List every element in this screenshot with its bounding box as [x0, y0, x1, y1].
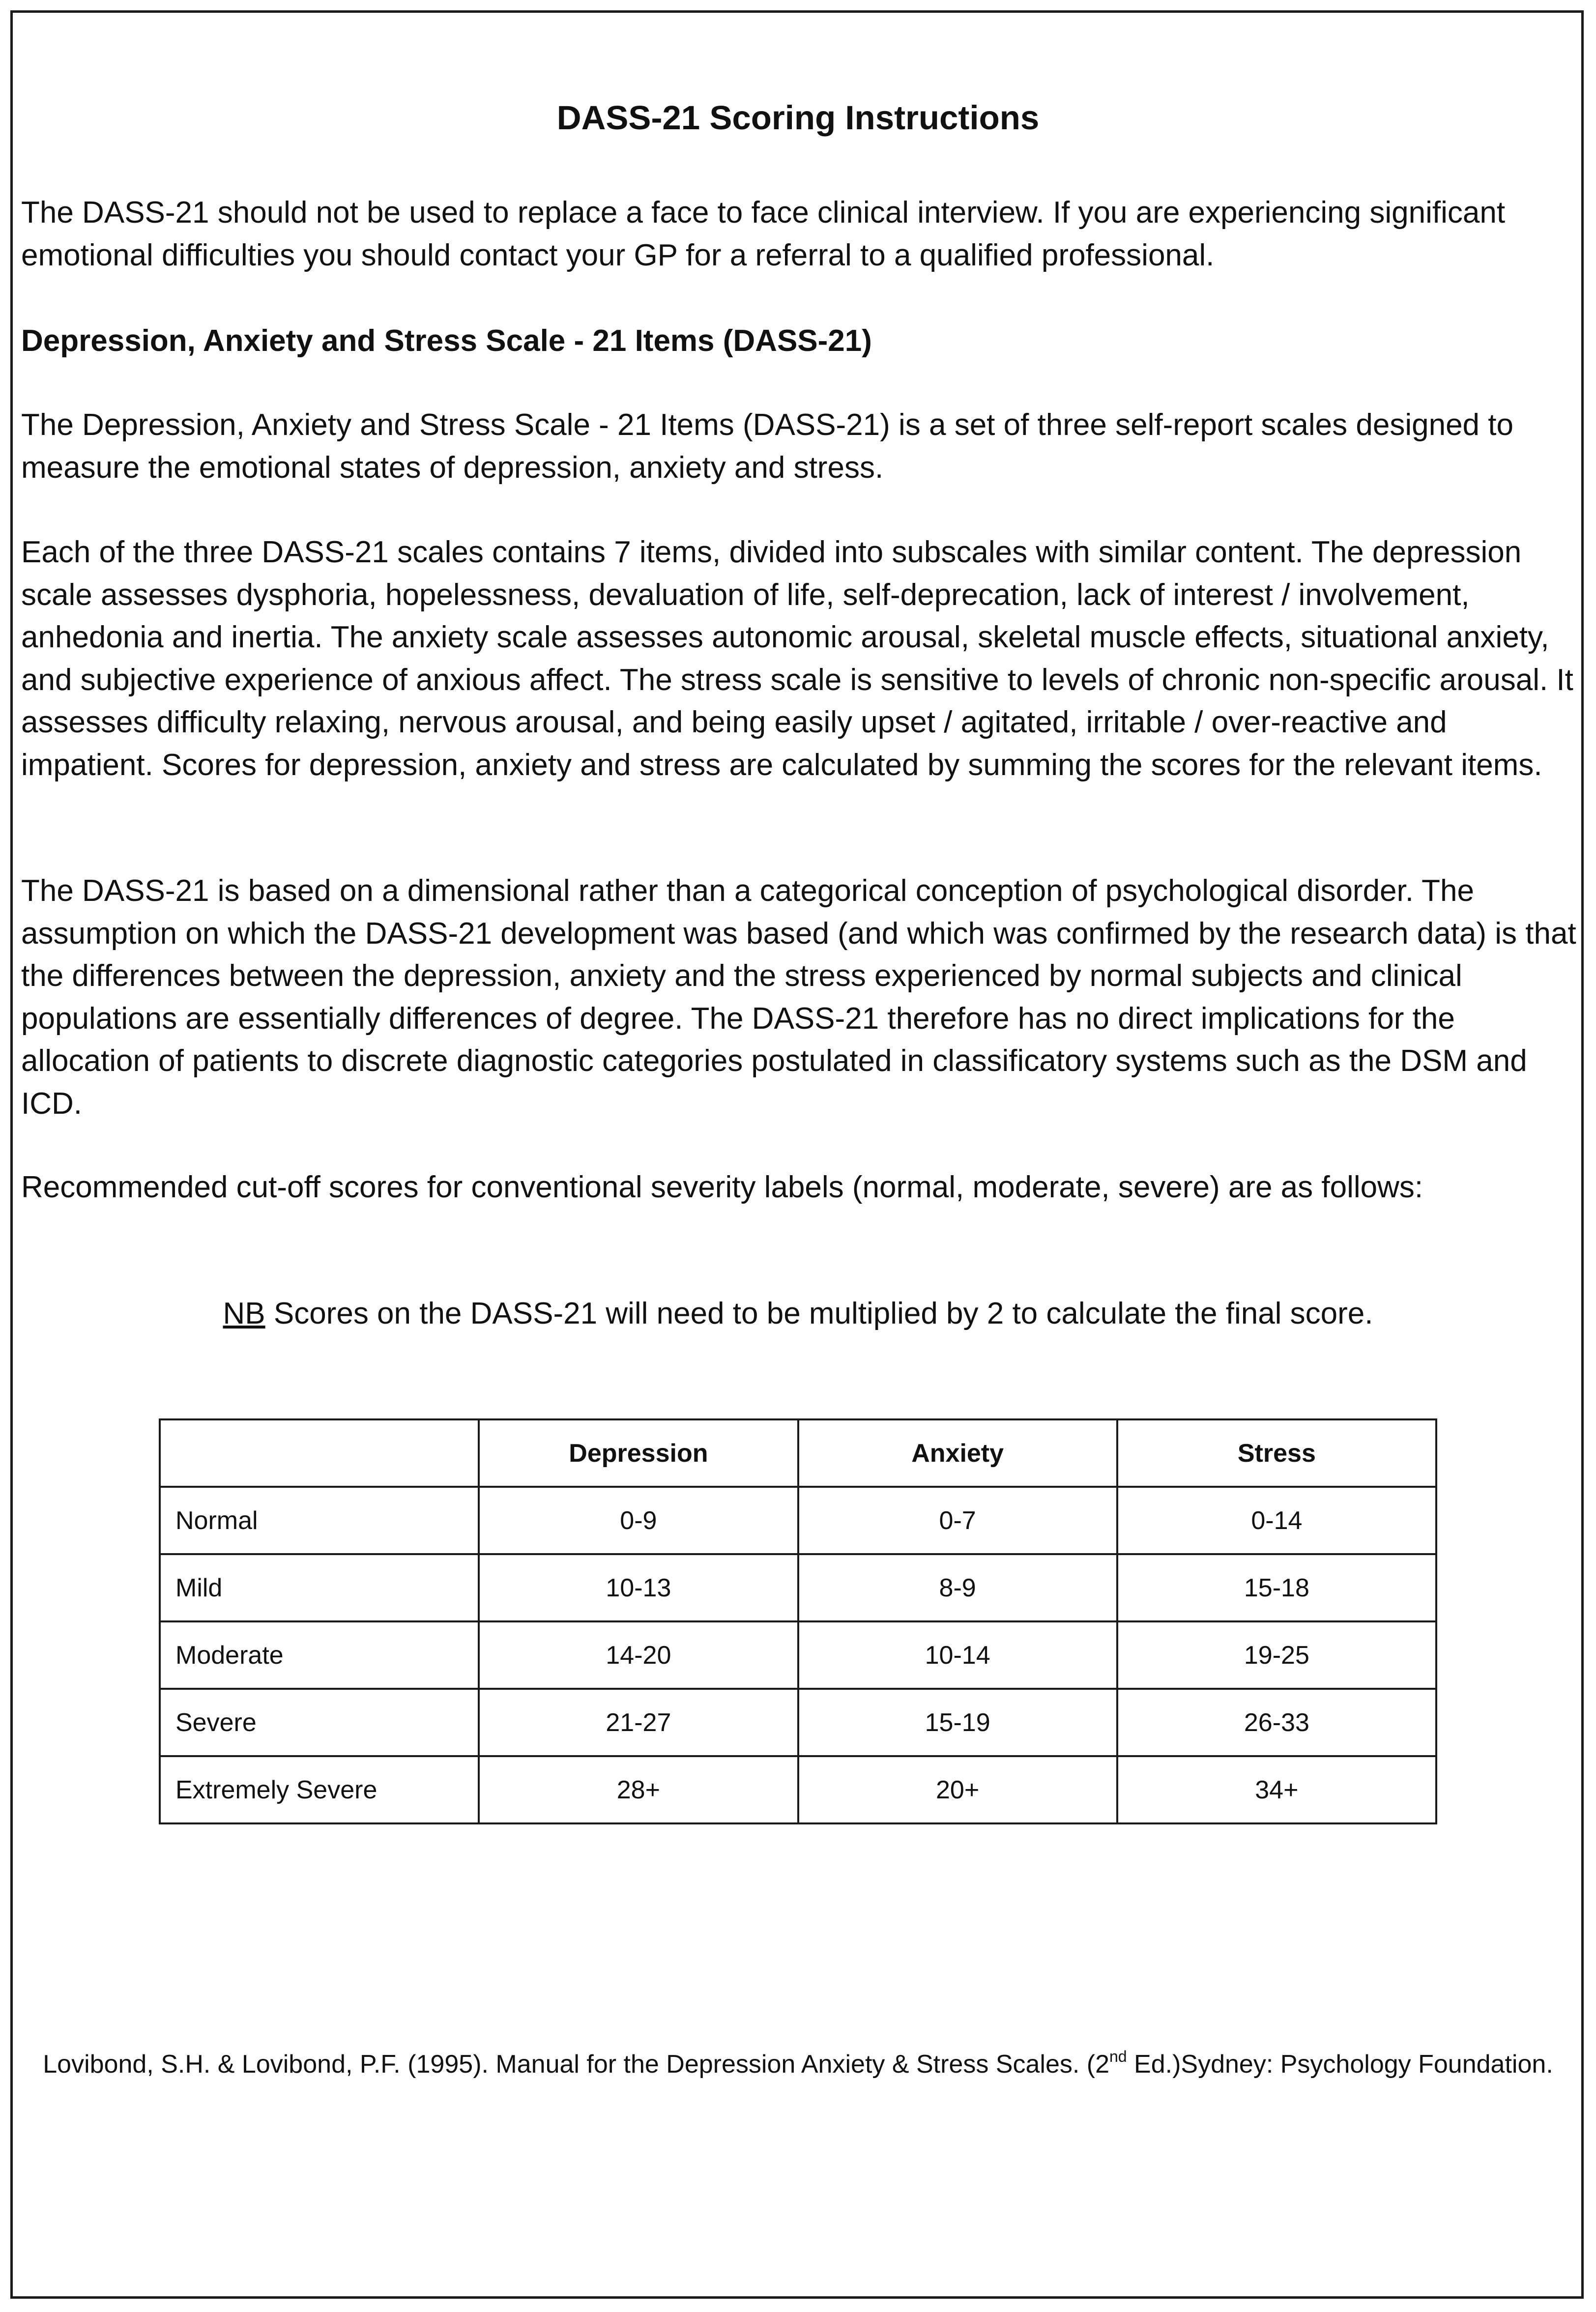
section-heading: Depression, Anxiety and Stress Scale - 21 Items (DASS-21) [21, 324, 872, 358]
intro-paragraph: The DASS-21 should not be used to replace a face to face clinical interview. If you are experiencing significant emotional difficulties you should contact your GP for a referral to a qualified professional. [21, 196, 1506, 272]
row-label: Moderate [160, 1621, 479, 1689]
page-title: DASS-21 Scoring Instructions [556, 99, 1040, 137]
table-row [160, 1487, 1436, 1554]
cutoff-intro-paragraph: Recommended cut-off scores for conventional severity labels (normal, moderate, severe) are as follows: [21, 1170, 1423, 1204]
depression-cell: 0-9 [479, 1487, 798, 1554]
anxiety-cell: 8-9 [798, 1554, 1117, 1621]
table-row [160, 1554, 1436, 1621]
table-row [160, 1756, 1436, 1823]
table-row [160, 1689, 1436, 1756]
table-header-stress: Stress [1117, 1419, 1436, 1487]
depression-cell: 28+ [479, 1756, 798, 1823]
stress-cell: 26-33 [1117, 1689, 1436, 1756]
depression-cell: 21-27 [479, 1689, 798, 1756]
anxiety-cell: 15-19 [798, 1689, 1117, 1756]
depression-cell: 14-20 [479, 1621, 798, 1689]
row-label: Extremely Severe [160, 1756, 479, 1823]
stress-cell: 0-14 [1117, 1487, 1436, 1554]
table-header-corner [160, 1419, 479, 1487]
nb-label: NB [223, 1297, 265, 1330]
anxiety-cell: 0-7 [798, 1487, 1117, 1554]
table-row [160, 1621, 1436, 1689]
reference-text: Lovibond, S.H. & Lovibond, P.F. (1995). Manual for the Depression Anxiety & Stress Scales. (2 [43, 2050, 1109, 2079]
row-label: Severe [160, 1689, 479, 1756]
reference-citation [0, 2045, 1596, 2084]
nb-note [0, 1293, 1596, 1335]
table-header-anxiety: Anxiety [798, 1419, 1117, 1487]
depression-cell: 10-13 [479, 1554, 798, 1621]
table-header-depression: Depression [479, 1419, 798, 1487]
row-label: Mild [160, 1554, 479, 1621]
anxiety-cell: 20+ [798, 1756, 1117, 1823]
stress-cell: 34+ [1117, 1756, 1436, 1823]
description-paragraph: The Depression, Anxiety and Stress Scale - 21 Items (DASS-21) is a set of three self-report scales designed to measure the emotional states of depression, anxiety and stress. [21, 408, 1513, 485]
stress-cell: 15-18 [1117, 1554, 1436, 1621]
nb-text: Scores on the DASS-21 will need to be multiplied by 2 to calculate the final score. [265, 1297, 1373, 1330]
row-label: Normal [160, 1487, 479, 1554]
stress-cell: 19-25 [1117, 1621, 1436, 1689]
reference-superscript: nd [1109, 2048, 1127, 2065]
table-header-row [160, 1419, 1436, 1487]
severity-cutoff-table [159, 1418, 1437, 1824]
dimensional-paragraph: The DASS-21 is based on a dimensional rather than a categorical conception of psychological disorder. The assumption on which the DASS-21 development was based (and which was confirmed by the research data) is that the differences between the depression, anxiety and the stress experienced by normal subjects and clinical populations are essentially differences of degree. The DASS-21 therefore has no direct implications for the allocation of patients to discrete diagnostic categories postulated in classificatory systems such as the DSM and ICD. [21, 874, 1576, 1121]
anxiety-cell: 10-14 [798, 1621, 1117, 1689]
subscales-paragraph: Each of the three DASS-21 scales contains 7 items, divided into subscales with similar content. The depression scale assesses dysphoria, hopelessness, devaluation of life, self-deprecation, lack of interest / involvement, anhedonia and inertia. The anxiety scale assesses autonomic arousal, skeletal muscle effects, situational anxiety, and subjective experience of anxious affect. The stress scale is sensitive to levels of chronic non-specific arousal. It assesses difficulty relaxing, nervous arousal, and being easily upset / agitated, irritable / over-reactive and impatient. Scores for depression, anxiety and stress are calculated by summing the scores for the relevant items. [21, 535, 1573, 782]
reference-text-end: Ed.)Sydney: Psychology Foundation. [1127, 2050, 1553, 2079]
